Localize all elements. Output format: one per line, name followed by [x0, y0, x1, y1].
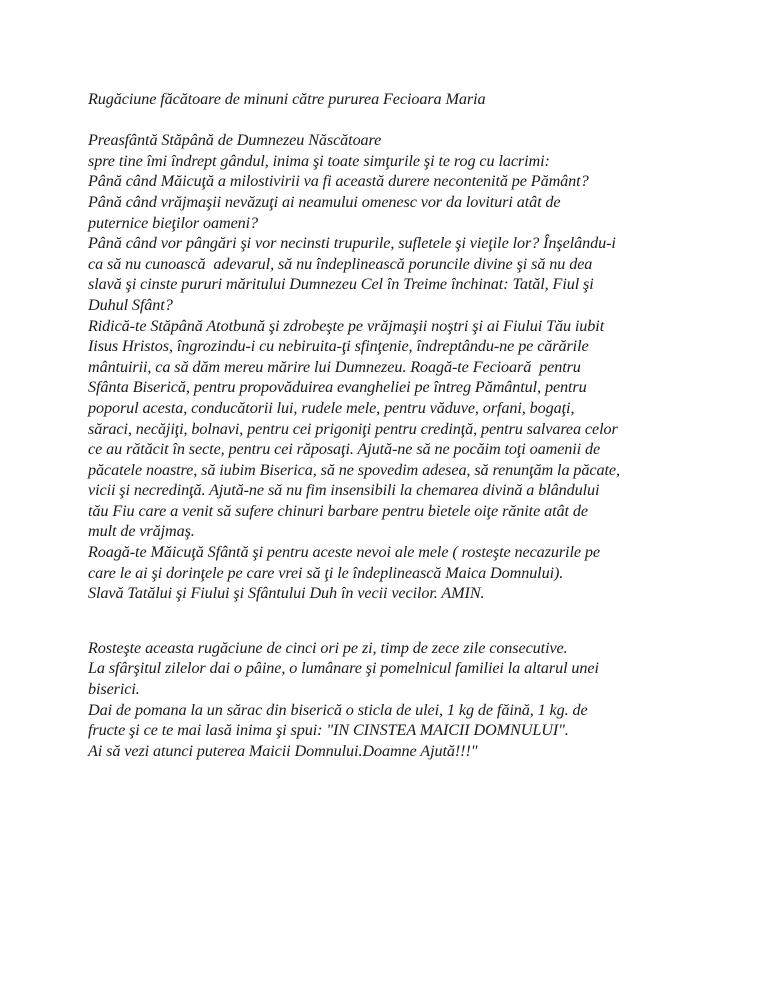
prayer-line: spre tine îmi îndrept gândul, inima şi toate simţurile şi te rog cu lacrimi:: [88, 151, 550, 170]
instruction-line: Dai de pomana la un sărac din biserică o sticla de ulei, 1 kg de făină, 1 kg. de: [88, 700, 588, 719]
prayer-line: slavă şi cinste pururi măritului Dumnezeu Cel în Treime închinat: Tatăl, Fiul şi: [88, 275, 594, 294]
prayer-line: Până când vor pângări şi vor necinsti trupurile, sufletele şi vieţile lor? Înşelându-i: [88, 234, 616, 253]
instruction-line: biserici.: [88, 680, 140, 699]
document-page: [88, 89, 700, 761]
prayer-line: ca să nu cunoască adevarul, să nu îndeplinească poruncile divine şi să nu dea: [88, 254, 593, 273]
instruction-line: Rosteşte aceasta rugăciune de cinci ori pe zi, timp de zece zile consecutive.: [88, 638, 568, 657]
prayer-line: ce au rătăcit în secte, pentru cei răposaţi. Ajută-ne să ne pocăim toţi oamenii de: [88, 440, 601, 459]
prayer-body: [88, 130, 700, 604]
prayer-line: Preasfântă Stăpână de Dumnezeu Născătoare: [88, 131, 382, 150]
prayer-line: vicii şi necredinţă. Ajută-ne să nu fim insensibili la chemarea divină a blândului: [88, 481, 600, 500]
prayer-line: Până când vrăjmaşii nevăzuţi ai neamului omenesc vor da lovituri atât de: [88, 192, 561, 211]
prayer-line: Iisus Hristos, îngrozindu-i cu nebiruita-ţi sfinţenie, îndreptându-ne pe cărările: [88, 337, 589, 356]
prayer-line: Ridică-te Stăpână Atotbună şi zdrobeşte pe vrăjmaşii noştri şi ai Fiului Tău iubit: [88, 316, 605, 335]
prayer-line: tău Fiu care a venit să sufere chinuri barbare pentru bietele oiţe rănite atât de: [88, 501, 588, 520]
prayer-line: puternice bieţilor oameni?: [88, 213, 259, 232]
prayer-line: Sfânta Biserică, pentru propovăduirea evangheliei pe întreg Pământul, pentru: [88, 378, 587, 397]
spacer: [88, 604, 700, 638]
prayer-line: păcatele noastre, să iubim Biserica, să ne spovedim adesea, să renunţăm la păcate,: [88, 460, 620, 479]
instruction-line: La sfârşitul zilelor dai o pâine, o lumânare şi pomelnicul familiei la altarul unei: [88, 659, 599, 678]
prayer-line: Duhul Sfânt?: [88, 295, 173, 314]
prayer-line: Roagă-te Măicuţă Sfântă şi pentru aceste nevoi ale mele ( rosteşte necazurile pe: [88, 543, 600, 562]
spacer: [88, 110, 700, 131]
prayer-line: Până când Măicuţă a milostivirii va fi această durere necontenită pe Pământ?: [88, 172, 589, 191]
instruction-line: fructe şi ce te mai lasă inima şi spui: "IN CINSTEA MAICII DOMNULUI".: [88, 721, 569, 740]
instruction-line: Ai să vezi atunci puterea Maicii Domnului.Doamne Ajută!!!": [88, 741, 478, 760]
document-title: Rugăciune făcătoare de minuni către pururea Fecioara Maria: [88, 90, 486, 108]
prayer-line: care le ai şi dorinţele pe care vrei să ţi le îndeplinească Maica Domnului).: [88, 563, 564, 582]
prayer-line: mântuirii, ca să dăm mereu mărire lui Dumnezeu. Roagă-te Fecioară pentru: [88, 357, 581, 376]
prayer-line: Slavă Tatălui şi Fiului şi Sfântului Duh în vecii vecilor. AMIN.: [88, 584, 485, 603]
prayer-line: poporul acesta, conducătorii lui, rudele mele, pentru văduve, orfani, bogaţi,: [88, 398, 575, 417]
instructions-body: [88, 638, 700, 762]
prayer-line: mult de vrăjmaş.: [88, 522, 195, 541]
prayer-line: săraci, necăjiţi, bolnavi, pentru cei prigoniţi pentru credinţă, pentru salvarea celor: [88, 419, 618, 438]
